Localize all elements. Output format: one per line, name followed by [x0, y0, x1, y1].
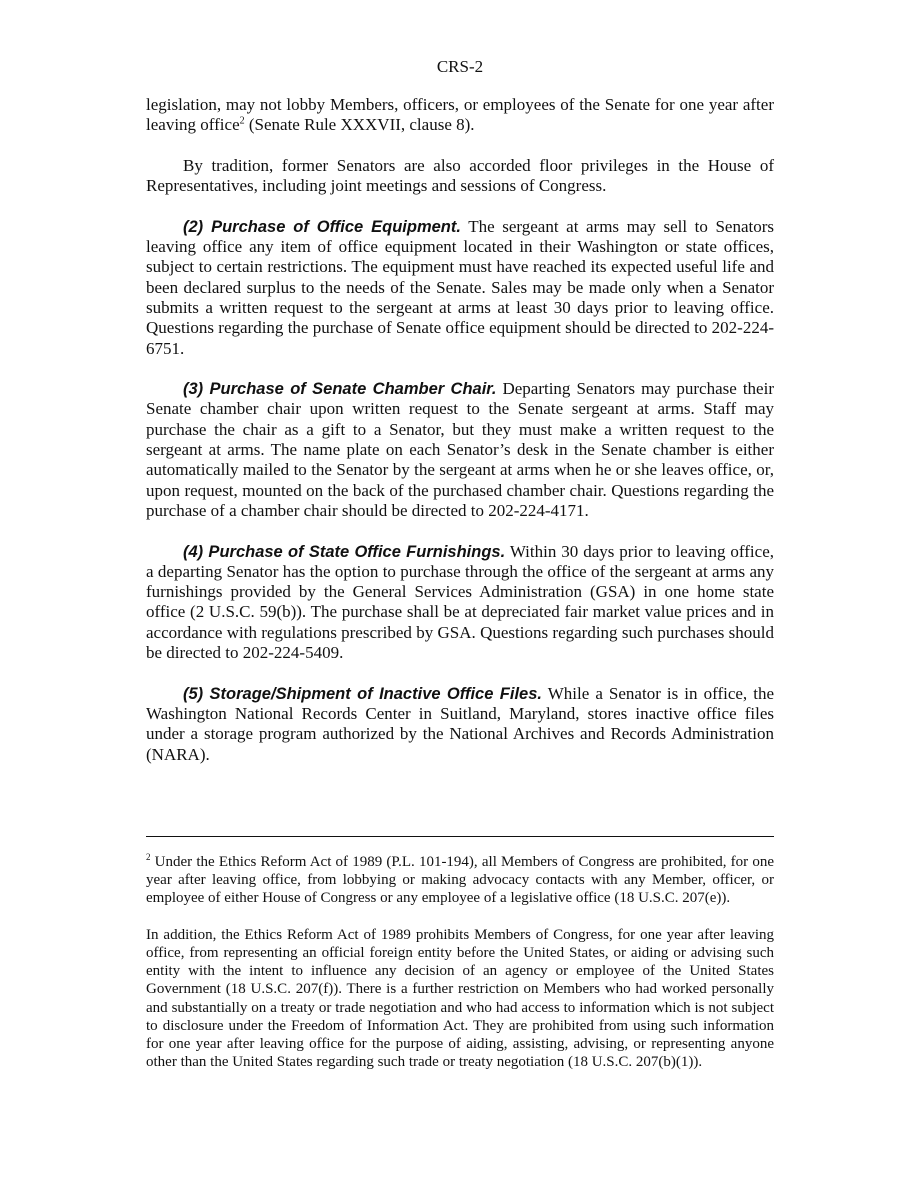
paragraph-text: (Senate Rule XXXVII, clause 8). — [244, 115, 475, 135]
footnote-divider — [146, 836, 774, 837]
section-office-equipment — [146, 217, 774, 359]
document-body — [146, 95, 774, 785]
section-heading: (2) Purchase of Office Equipment. — [183, 217, 461, 236]
section-heading: (4) Purchase of State Office Furnishings. — [183, 542, 506, 561]
page-number: CRS-2 — [436, 57, 484, 76]
footnote-2 — [146, 853, 774, 908]
paragraph-senate-lobbying — [146, 95, 774, 136]
paragraph-text: legislation, may not lobby Members, officers, or employees of the Senate for one year after leaving office — [146, 95, 774, 135]
section-state-office-furnishings — [146, 542, 774, 664]
footnote-text: In addition, the Ethics Reform Act of 1989 prohibits Members of Congress, for one year after leaving office, from representing an official foreign entity before the United States, or aiding or advising such entity with the intent to influence any decision of an agency or employee of the United States Government (18 U.S.C. 207(f)). There is a further restriction on Members who had worked personally and substantially on a treaty or trade negotiation and who had access to information which is not subject to disclosure under the Freedom of Information Act. They are prohibited from using such information for one year after leaving office for the purpose of aiding, assisting, advising, or representing anyone other than the United States regarding such trade or treaty negotiation (18 U.S.C. 207(b)(1)). — [146, 926, 774, 1071]
footnote-2-continued — [146, 926, 774, 1072]
section-text: Within 30 days prior to leaving office, a departing Senator has the option to purchase through the office of the sergeant at arms any furnishings provided by the General Services Administration (GSA) in one home state office (2 U.S.C. 59(b)). The purchase shall be at depreciated fair market value prices and in accordance with regulations prescribed by GSA. Questions regarding such purchases should be directed to 202-224-5409. — [146, 541, 774, 663]
paragraph-floor-privileges — [146, 156, 774, 197]
section-text: Departing Senators may purchase their Senate chamber chair upon written request to the Senate sergeant at arms. Staff may purchase the chair as a gift to a Senator, but they must make a written request to the sergeant at arms. The name plate on each Senator’s desk in the Senate chamber is either automatically mailed to the Senator by the sergeant at arms when he or she leaves office, or, upon request, mounted on the back of the purchased chamber chair. Questions regarding the purchase of a chamber chair should be directed to 202-224-4171. — [146, 379, 774, 520]
section-heading: (3) Purchase of Senate Chamber Chair. — [183, 380, 497, 399]
footnote-reference: 2 — [239, 115, 245, 127]
footnotes — [146, 853, 774, 1090]
section-chamber-chair — [146, 379, 774, 521]
footnote-text: Under the Ethics Reform Act of 1989 (P.L. 101-194), all Members of Congress are prohibited, for one year after leaving office, from lobbying or making advocacy contacts with any Member, officer, or employee of either House of Congress or any employee of a legislative office (18 U.S.C. 207(e)). — [146, 854, 774, 907]
paragraph-text: By tradition, former Senators are also accorded floor privileges in the House of Representatives, including joint meetings and sessions of Congress. — [146, 155, 774, 196]
footnote-marker: 2 — [146, 852, 151, 862]
section-text: While a Senator is in office, the Washington National Records Center in Suitland, Maryland, stores inactive office files under a storage program authorized by the National Archives and Records Administration (NARA). — [146, 683, 774, 764]
section-inactive-files — [146, 684, 774, 765]
section-heading: (5) Storage/Shipment of Inactive Office Files. — [183, 684, 542, 703]
section-text: The sergeant at arms may sell to Senators leaving office any item of office equipment located in their Washington or state offices, subject to certain restrictions. The equipment must have reached its expected useful life and been declared surplus to the needs of the Senate. Sales may be made only when a Senator submits a written request to the sergeant at arms at least 30 days prior to leaving office. Questions regarding the purchase of Senate office equipment should be directed to 202-224-6751. — [146, 216, 774, 358]
